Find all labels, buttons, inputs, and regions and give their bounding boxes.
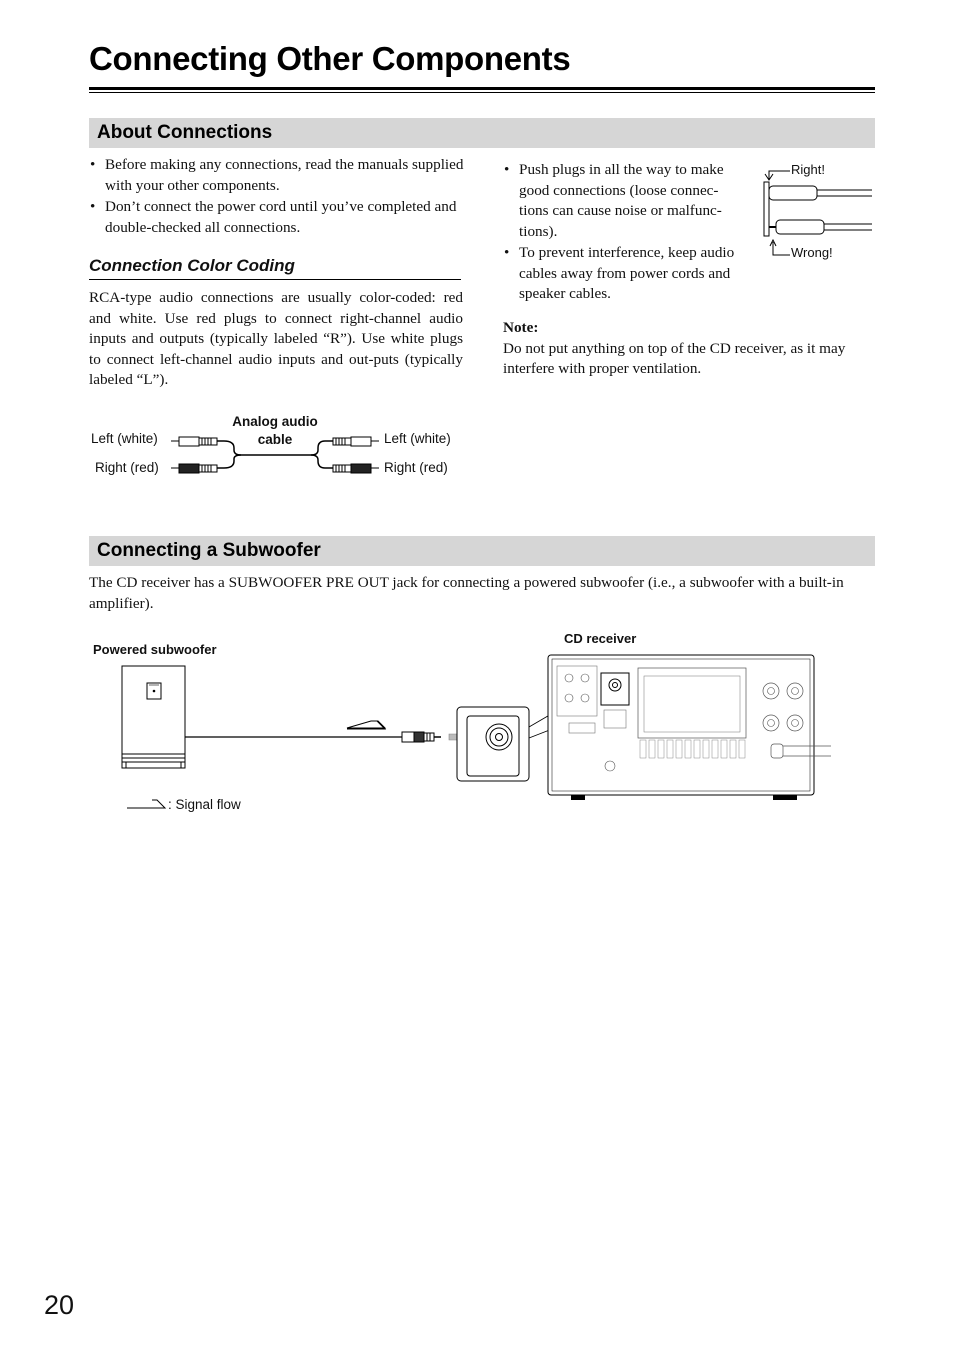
wrong-plug-label: Wrong! <box>791 245 833 260</box>
plug-insertion-diagram <box>760 160 875 265</box>
title-rule <box>89 87 875 93</box>
cable-label-line1: Analog audio <box>232 414 318 429</box>
section-heading-subwoofer: Connecting a Subwoofer <box>89 536 875 566</box>
cd-receiver-rear <box>548 655 831 800</box>
label-right-red-1: Right (red) <box>95 460 159 475</box>
section-heading-about: About Connections <box>89 118 875 148</box>
list-item: • Push plugs in all the way to make good connections (loose connec-tions can cause noise or malfunc-tions). <box>503 160 745 242</box>
signal-flow-legend: : Signal flow <box>168 797 241 812</box>
right-plug-label: Right! <box>791 162 825 177</box>
note-text: Do not put anything on top of the CD receiver, as it may interfere with proper ventilation. <box>503 339 846 377</box>
rca-plug <box>402 732 441 742</box>
white-plug-right <box>333 437 379 446</box>
subwoofer-drawing <box>89 628 849 818</box>
jack-callout <box>457 707 529 781</box>
list-item: • Don’t connect the power cord until you’ve completed and double-checked all connections. <box>89 197 469 238</box>
cable-drawing <box>89 410 469 500</box>
label-left-white-2: Left (white) <box>384 431 451 446</box>
subwoofer-paragraph: The CD receiver has a SUBWOOFER PRE OUT jack for connecting a powered subwoofer (i.e., a subwoofer with a built-in amplifier). <box>89 574 844 612</box>
powered-subwoofer-label: Powered subwoofer <box>93 642 217 657</box>
page-number: 20 <box>44 1290 75 1320</box>
page-title: Connecting Other Components <box>89 40 571 77</box>
subwoofer-box <box>122 666 185 768</box>
label-left-white-1: Left (white) <box>91 431 158 446</box>
note-block <box>503 318 875 380</box>
red-plug-right <box>333 464 379 473</box>
cd-receiver-label: CD receiver <box>564 631 637 646</box>
list-item: • Before making any connections, read the manuals supplied with your other components. <box>89 155 469 196</box>
subwoofer-connection-diagram <box>89 628 849 818</box>
white-plug-left <box>171 437 217 446</box>
note-heading: Note: <box>503 319 539 336</box>
analog-cable-diagram <box>89 410 469 500</box>
list-item: • To prevent interference, keep audio cables away from power cords and speaker cables. <box>503 243 745 305</box>
about-bullets-left <box>89 155 469 239</box>
label-right-red-2: Right (red) <box>384 460 448 475</box>
subheading-color-coding: Connection Color Coding <box>89 256 461 280</box>
plug-drawing <box>760 160 875 265</box>
about-bullets-right <box>503 160 745 306</box>
cable-label-line2: cable <box>257 432 293 447</box>
red-plug-left <box>171 464 217 473</box>
color-coding-paragraph: RCA-type audio connections are usually color-coded: red and white. Use red plugs to connect right-channel audio inputs and outputs (typically labeled “R”). Use white plugs to connect left-channel audio inputs and out-puts (typically labeled “L”). <box>89 289 463 388</box>
